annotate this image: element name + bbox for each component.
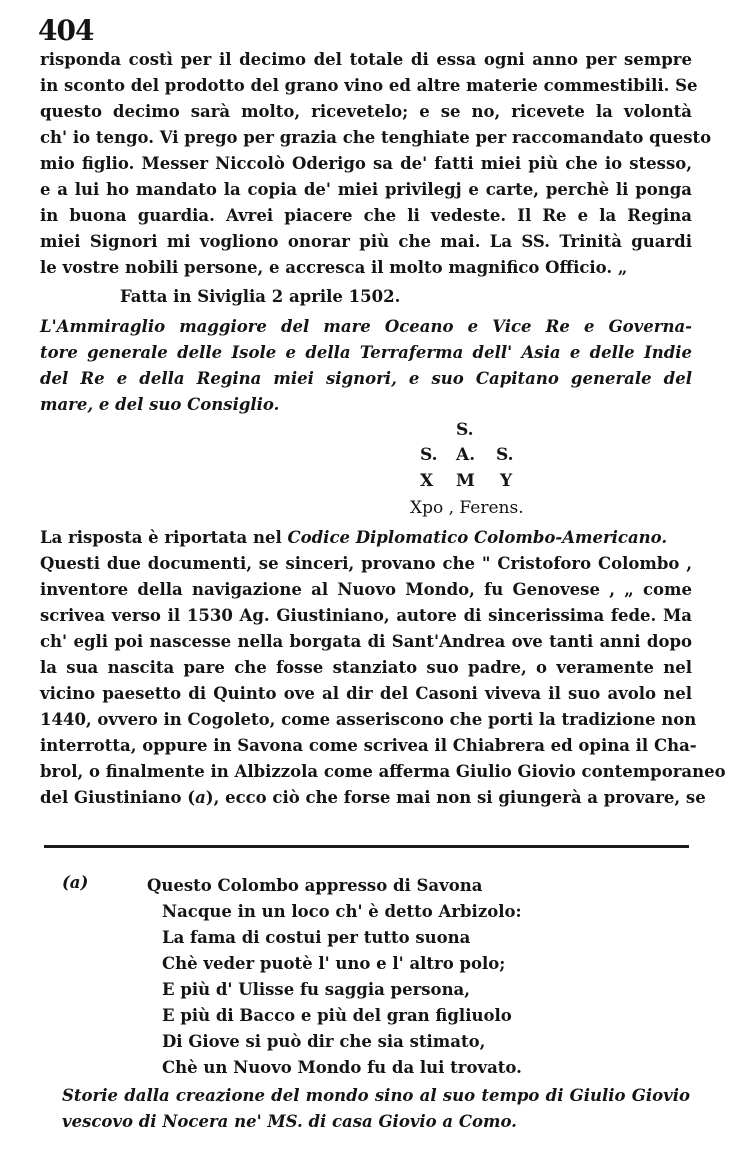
title-line-1: L'Ammiraglio maggiore del mare Oceano e Vice Re e Governa- xyxy=(40,317,692,336)
last-line-before: del Giustiniano ( xyxy=(40,788,196,807)
title-line-4: mare, e del suo Consiglio. xyxy=(40,395,280,414)
title-line-2: tore generale delle Isole e della Terraferma dell' Asia e delle Indie xyxy=(40,343,692,362)
title-line-3: del Re e della Regina miei signori, e suo Capitano generale del xyxy=(40,369,692,388)
footnote-mark: (a) xyxy=(62,873,89,892)
source-line-1: Storie dalla creazione del mondo sino al suo tempo di Giulio Giovio xyxy=(62,1086,690,1105)
signature-row2-c: S. xyxy=(496,445,514,465)
verse-line-2: Nacque in un loco ch' è detto Arbizolo: xyxy=(162,902,522,921)
discussion-line-3: scrivea verso il 1530 Ag. Giustiniano, autore di sincerissima fede. Ma xyxy=(40,606,692,625)
discussion-line-8: interrotta, oppure in Savona come scrivea il Chiabrera ed opina il Cha- xyxy=(40,736,697,755)
verse-line-6: E più di Bacco e più del gran figliuolo xyxy=(162,1006,512,1025)
letter-line-2: in sconto del prodotto del grano vino ed altre materie commestibili. Se xyxy=(40,76,698,95)
discussion-line-4: ch' egli poi nascesse nella borgata di Sant'Andrea ove tanti anni dopo xyxy=(40,632,692,651)
reply-line xyxy=(40,525,692,551)
last-line-after: ), ecco ciò che forse mai non si giungerà a provare, se xyxy=(205,788,706,807)
letter-line-5: mio figlio. Messer Niccolò Oderigo sa de' fatti miei più che io stesso, xyxy=(40,154,692,173)
signature-row2-a: S. xyxy=(420,445,438,465)
letter-line-1: risponda costì per il decimo del totale di essa ogni anno per sempre xyxy=(40,50,692,69)
date-line: Fatta in Siviglia 2 aprile 1502. xyxy=(120,287,401,306)
letter-line-3: questo decimo sarà molto, ricevetelo; e se no, ricevete la volontà xyxy=(40,102,692,121)
discussion-line-7: 1440, ovvero in Cogoleto, come asseriscono che porti la tradizione non xyxy=(40,710,697,729)
discussion-line-5: la sua nascita pare che fosse stanziato suo padre, o veramente nel xyxy=(40,658,692,677)
signature-bottom: Xpo , Ferens. xyxy=(410,498,524,518)
verse-line-8: Chè un Nuovo Mondo fu da lui trovato. xyxy=(162,1058,522,1077)
discussion-line-1: Questi due documenti, se sinceri, provano che " Cristoforo Colombo , xyxy=(40,554,692,573)
letter-line-4: ch' io tengo. Vi prego per grazia che tenghiate per raccomandato questo xyxy=(40,128,712,147)
discussion-line-9: brol, o finalmente in Albizzola come afferma Giulio Giovio contemporaneo xyxy=(40,762,726,781)
verse-line-4: Chè veder puotè l' uno e l' altro polo; xyxy=(162,954,506,973)
verse-line-1: Questo Colombo appresso di Savona xyxy=(147,876,483,895)
verse-line-7: Di Giove si può dir che sia stimato, xyxy=(162,1032,486,1051)
footnote-rule xyxy=(44,845,689,848)
signature-row2-b: A. xyxy=(456,445,476,465)
signature-row3-c: Y xyxy=(500,471,513,491)
discussion-line-2: inventore della navigazione al Nuovo Mondo, fu Genovese , „ come xyxy=(40,580,692,599)
reply-prefix: La risposta è riportata nel xyxy=(40,528,288,547)
verse-line-3: La fama di costui per tutto suona xyxy=(162,928,471,947)
discussion-line-10 xyxy=(40,785,706,811)
letter-line-8: miei Signori mi vogliono onorar più che mai. La SS. Trinità guardi xyxy=(40,232,692,251)
page-number: 404 xyxy=(38,14,94,47)
signature-row3-a: X xyxy=(420,471,434,491)
letter-line-9: le vostre nobili persone, e accresca il molto magnifico Officio. „ xyxy=(40,258,628,277)
signature-row3-b: M xyxy=(456,471,475,491)
verse-line-5: E più d' Ulisse fu saggia persona, xyxy=(162,980,470,999)
letter-line-7: in buona guardia. Avrei piacere che li vedeste. Il Re e la Regina xyxy=(40,206,692,225)
discussion-line-6: vicino paesetto di Quinto ove al dir del Casoni viveva il suo avolo nel xyxy=(40,684,692,703)
source-line-2: vescovo di Nocera ne' MS. di casa Giovio a Como. xyxy=(62,1112,517,1131)
letter-line-6: e a lui ho mandato la copia de' miei privilegj e carte, perchè li ponga xyxy=(40,180,692,199)
signature-top: S. xyxy=(456,420,474,440)
codice-title: Codice Diplomatico Colombo-Americano. xyxy=(287,528,668,547)
footnote-ref: a xyxy=(195,788,206,807)
